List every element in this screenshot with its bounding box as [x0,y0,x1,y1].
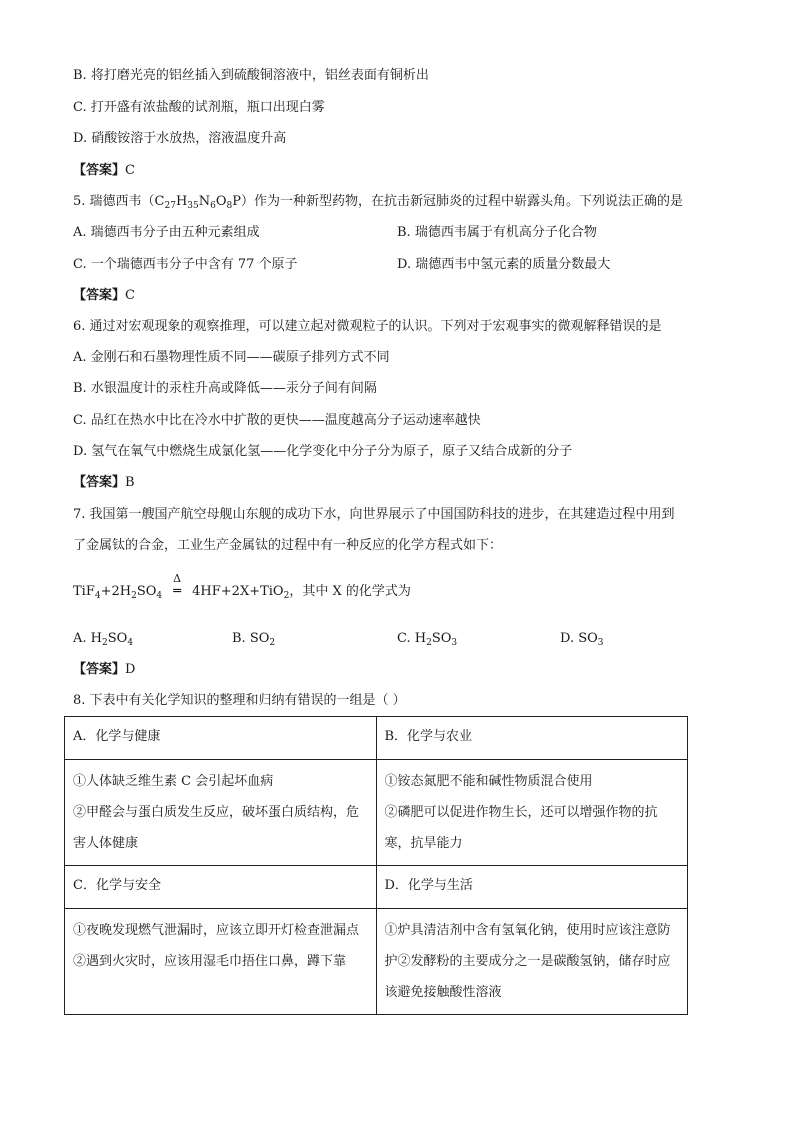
equals-sign: ═ [173,584,182,599]
answer-value: B [125,475,135,490]
heat-condition-sign [162,572,192,599]
table-row [65,909,688,1015]
formula-sub: 8 [226,201,233,211]
eq-sub: 4 [94,591,101,601]
q4-option-c: C. 打开盛有浓盐酸的试剂瓶，瓶口出现白雾 [73,100,325,115]
q5-option-a: A. 瑞德西韦分子由五种元素组成 [73,225,260,240]
q4-answer [73,162,135,180]
cell-b-head: B．化学与农业 [376,717,688,760]
q8-stem: 8. 下表中有关化学知识的整理和归纳有错误的一组是（ ） [73,693,406,708]
eq-tail: ，其中 X 的化学式为 [289,584,411,599]
formula-sub: 6 [210,201,216,211]
cell-c-head: C．化学与安全 [65,866,377,909]
q6-stem: 6. 通过对宏观现象的观察推理，可以建立起对微观粒子的认识。下列对于宏观事实的微观解释错误的是 [73,319,662,334]
q7-option-d: D. $SO_3$ [560,631,604,648]
q6-option-c: C. 品红在热水中比在冷水中扩散的更快——温度越高分子运动速率越快 [73,413,481,428]
cell-b-body [376,760,688,866]
eq-sub: 2 [131,591,137,601]
answer-value: D [125,662,136,677]
answer-label: 【答案】 [73,475,126,490]
cell-line: ①人体缺乏维生素 C 会引起坏血病 [73,774,274,789]
formula-element: O [215,194,227,209]
cell-line: ①夜晚发现燃气泄漏时，应该立即开灯检查泄漏点 [73,923,360,938]
q7-option-c: C. $H_2SO_3$ [397,631,458,648]
answer-label: 【答案】 [73,163,126,178]
q6-option-a: A. 金刚石和石墨物理性质不同——碳原子排列方式不同 [73,350,390,365]
cell-a-body [65,760,377,866]
q6-option-d: D. 氢气在氧气中燃烧生成氯化氢——化学变化中分子分为原子，原子又结合成新的分子 [73,444,573,459]
answer-label: 【答案】 [73,288,126,303]
q7-stem-line2: 了金属钛的合金，工业生产金属钛的过程中有一种反应的化学方程式如下： [73,538,503,553]
q7-option-a: A. $H_2SO_4$ [73,631,134,648]
eq-sub: 4 [156,591,163,601]
formula-element: N [198,194,211,209]
q5-answer [73,287,135,305]
q5-stem-suffix: ）作为一种新型药物，在抗击新冠肺炎的过程中崭露头角。下列说法正确的是 [241,194,684,209]
delta-icon: Δ [173,572,182,585]
eq-sub: 2 [283,591,290,601]
q5-option-d: D. 瑞德西韦中氢元素的质量分数最大 [397,257,611,272]
table-row [65,760,688,866]
cell-line: ②磷肥可以促进作物生长，还可以增强作物的抗寒，抗旱能力 [384,805,658,851]
q4-option-d: D. 硝酸铵溶于水放热，溶液温度升高 [73,131,287,146]
eq-text: SO [136,584,157,599]
q5-option-c: C. 一个瑞德西韦分子中含有 77 个原子 [73,257,298,272]
chemical-equation [73,572,411,601]
q5-option-b: B. 瑞德西韦属于有机高分子化合物 [397,225,597,240]
q5-stem [73,193,683,211]
cell-a-head: A．化学与健康 [65,717,377,760]
formula-element: H [175,194,188,209]
eq-text: +2H [100,584,132,599]
answer-value: C [125,288,135,303]
answer-value: C [125,163,135,178]
formula-element: P [232,194,241,209]
q5-stem-prefix: 5. 瑞德西韦（C [73,194,165,209]
formula-sub: 35 [187,201,199,211]
cell-d-body: ①炉具清洁剂中含有氢氧化钠，使用时应该注意防护②发酵粉的主要成分之一是碳酸氢钠，储存时应该避免接触酸性溶液 [376,909,688,1015]
q7-stem-line1: 7. 我国第一艘国产航空母舰山东舰的成功下水，向世界展示了中国国防科技的进步，在其建造过程中用到 [73,507,675,522]
cell-c-body [65,909,377,1015]
cell-line: ①铵态氮肥不能和碱性物质混合使用 [384,774,593,789]
q7-option-b: B. $SO_2$ [232,631,276,648]
eq-text: 4HF+2X+TiO [192,584,284,599]
q6-option-b: B. 水银温度计的汞柱升高或降低——汞分子间有间隔 [73,381,377,396]
cell-line: ②甲醛会与蛋白质发生反应，破坏蛋白质结构，危害人体健康 [73,805,360,851]
answer-label: 【答案】 [73,662,126,677]
table-row [65,717,688,760]
q4-option-b: B. 将打磨光亮的铝丝插入到硫酸铜溶液中，铝丝表面有铜析出 [73,68,429,83]
formula-sub: 27 [164,201,176,211]
q7-answer [73,661,135,679]
knowledge-table [64,716,688,1015]
cell-line: ②遇到火灾时，应该用湿毛巾捂住口鼻，蹲下靠 [73,954,347,969]
q6-answer [73,474,135,492]
cell-d-head: D．化学与生活 [376,866,688,909]
eq-text: TiF [73,584,95,599]
table-row [65,866,688,909]
